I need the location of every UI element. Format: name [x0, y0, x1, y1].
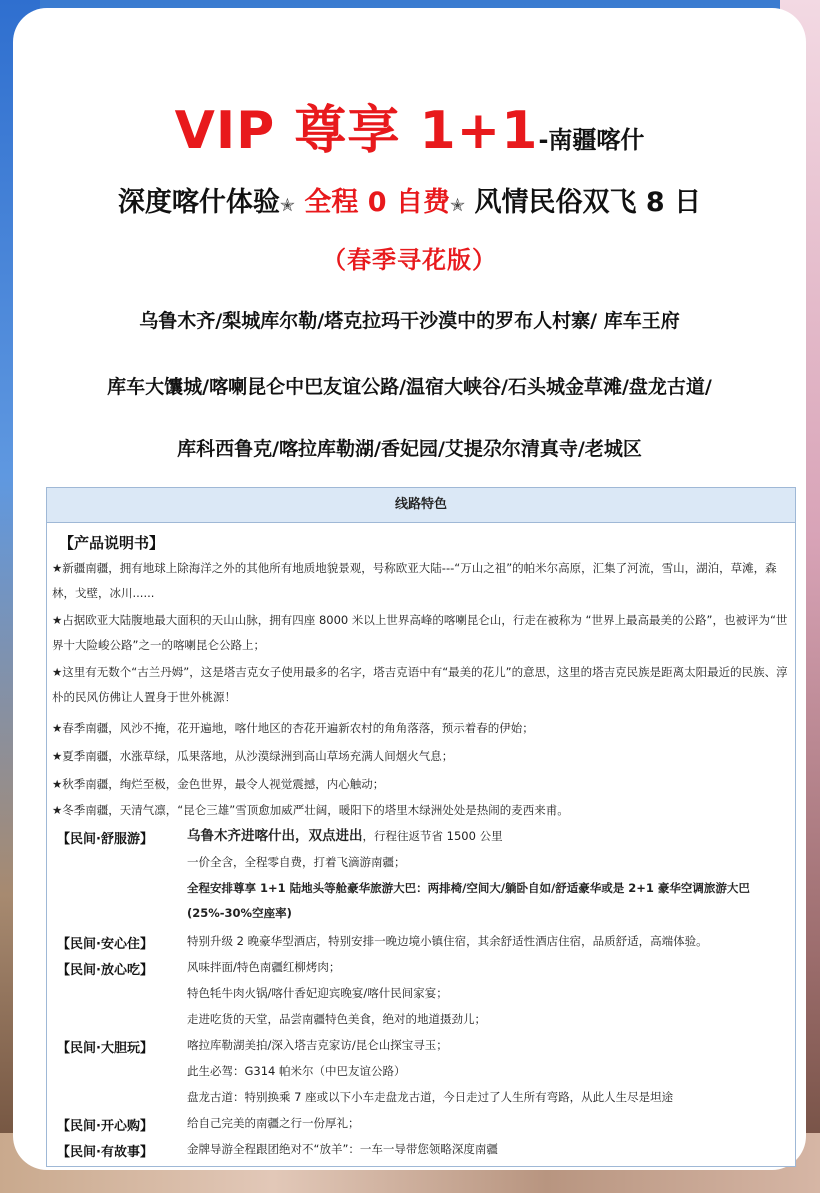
row-text: 特别升级 2 晚豪华型酒店，特别安排一晚边境小镇住宿，其余舒适性酒店住宿，品质舒适，高端体验。 [187, 934, 708, 948]
row-text: 风味拌面/特色南疆红柳烤肉； [187, 960, 341, 974]
row-text: 走进吃货的天堂，品尝南疆特色美食，绝对的地道摄劲儿； [187, 1012, 486, 1026]
title-main: VIP 尊享 1+1 [174, 101, 539, 161]
star-icon: ✭ [279, 195, 295, 216]
row-label-food: 【民间·放心吃】 [57, 963, 153, 978]
feature-bullet: ★夏季南疆，水涨草绿，瓜果落地，从沙漠绿洲到高山草场充满人间烟火气息； [52, 749, 454, 763]
title-suffix: -南疆喀什 [538, 126, 645, 154]
row-text: 全程安排尊享 1+1 陆地头等舱豪华旅游大巴：两排椅/空间大/躺卧自如/舒适豪华或是 2+1 豪华空调旅游大巴(25%-30%空座率) [187, 881, 750, 920]
row-text: 盘龙古道：特别换乘 7 座或以下小车走盘龙古道，今日走过了人生所有弯路，从此人生尽是坦途 [187, 1090, 674, 1104]
row-text [187, 824, 787, 849]
feature-bullet: ★占据欧亚大陆腹地最大面积的天山山脉，拥有四座 8000 米以上世界高峰的喀喇昆仑山，行走在被称为 “世界上最高最美的公路”，也被评为“世界十大险峻公路”之一的喀喇昆仑公路上； [52, 613, 788, 652]
route-line-2: 库车大馕城/喀喇昆仑中巴友谊公路/温宿大峡谷/石头城金草滩/盘龙古道/ [107, 376, 712, 398]
row-label-comfort: 【民间·舒服游】 [57, 832, 153, 847]
route-line-1: 乌鲁木齐/梨城库尔勒/塔克拉玛干沙漠中的罗布人村寨/ 库车王府 [139, 310, 680, 332]
row-text: 金牌导游全程跟团绝对不“放羊”：一车一导带您领略深度南疆 [187, 1142, 498, 1156]
row-label-shop: 【民间·开心购】 [57, 1119, 153, 1134]
row-text: 此生必驾：G314 帕米尔（中巴友谊公路） [187, 1064, 406, 1078]
route-line-3: 库科西鲁克/喀拉库勒湖/香妃园/艾提尕尔清真寺/老城区 [177, 438, 642, 460]
feature-bullet: ★这里有无数个“古兰丹姆”，这是塔吉克女子使用最多的名字，塔吉克语中有“最美的花儿”的意思，这里的塔吉克民族是距离太阳最近的民族、淳朴的民风仿佛让人置身于世外桃源！ [52, 665, 788, 704]
subtitle-part-c: 风情民俗双飞 8 日 [465, 187, 702, 218]
content-card [13, 8, 806, 1170]
row-text: 特色牦牛肉火锅/喀什香妃迎宾晚宴/喀什民间家宴； [187, 986, 448, 1000]
edition-label: （春季寻花版） [322, 246, 497, 274]
row-text: 一价全含，全程零自费，打着飞滴游南疆； [187, 855, 406, 869]
feature-bullet: ★冬季南疆，天清气凛，“昆仑三雄”雪顶愈加威严壮阔，暖阳下的塔里木绿洲处处是热闹的麦西来甫。 [52, 803, 569, 817]
row-label-stay: 【民间·安心住】 [57, 937, 153, 952]
row-text: 给自己完美的南疆之行一份厚礼； [187, 1116, 360, 1130]
subtitle-part-b: 全程 0 自费 [295, 187, 450, 218]
row-label-story: 【民间·有故事】 [57, 1145, 153, 1160]
row-label-play: 【民间·大胆玩】 [57, 1041, 153, 1056]
row-lead: 乌鲁木齐进喀什出，双点进出 [187, 828, 363, 844]
feature-bullet: ★新疆南疆，拥有地球上除海洋之外的其他所有地质地貌景观，号称欧亚大陆---“万山之祖”的帕米尔高原，汇集了河流，雪山，湖泊，草滩，森林，戈壁，冰川...... [52, 561, 777, 600]
subtitle-part-a: 深度喀什体验 [117, 187, 280, 218]
manual-title: 【产品说明书】 [59, 534, 165, 552]
page-title [13, 88, 806, 163]
features-panel [46, 487, 796, 1167]
star-icon: ✭ [450, 195, 466, 216]
subtitle [13, 180, 806, 219]
feature-bullet: ★秋季南疆，绚烂至极，金色世界，最令人视觉震撼，内心触动； [52, 777, 385, 791]
row-text: 喀拉库勒湖美拍/深入塔吉克家访/昆仑山探宝寻玉； [187, 1038, 448, 1052]
row-text-tail: ，行程往返节省 1500 公里 [362, 829, 503, 843]
panel-header: 线路特色 [47, 488, 795, 523]
feature-bullet: ★春季南疆，风沙不掩，花开遍地，喀什地区的杏花开遍新农村的角角落落，预示着春的伊始； [52, 721, 534, 735]
